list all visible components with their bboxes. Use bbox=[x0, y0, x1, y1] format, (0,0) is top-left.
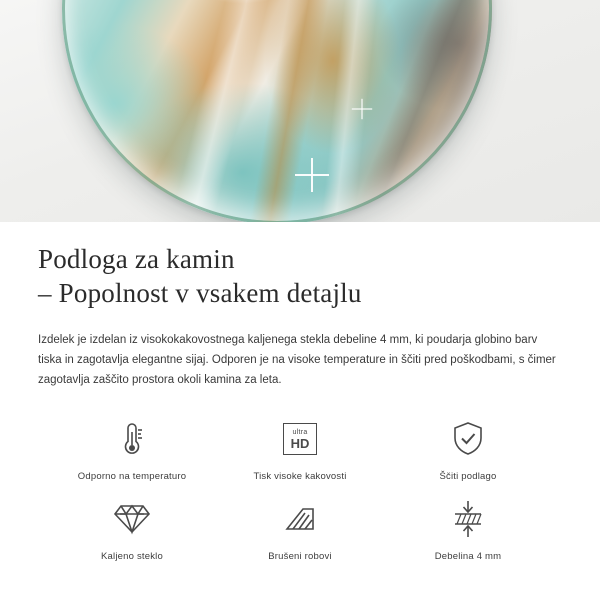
page-title-line-1: Podloga za kamin bbox=[38, 244, 235, 274]
feature-grid bbox=[38, 416, 562, 562]
page-title bbox=[38, 222, 562, 310]
feature-item-temperature bbox=[48, 416, 216, 482]
hero-image bbox=[0, 0, 600, 222]
diamond-icon bbox=[113, 496, 151, 542]
feature-label: Debelina 4 mm bbox=[434, 551, 502, 562]
feature-label: Odporno na temperaturo bbox=[77, 471, 187, 482]
feature-item-thickness bbox=[384, 496, 552, 562]
feature-item-print-quality bbox=[216, 416, 384, 482]
content-area bbox=[0, 222, 600, 562]
description-text: Izdelek je izdelan iz visokokakovostnega kaljenega stekla debeline 4 mm, ki poudarja globino barv tiska in zagotavlja elegantne sijaj. Odporen je na visoke temperature in ščiti pred poškodbami, s čimer zagotavlja zaščito prostora okoli kamina za leta. bbox=[38, 334, 556, 386]
polished-edges-icon bbox=[283, 496, 317, 542]
thickness-arrows-icon bbox=[450, 496, 486, 542]
page-title-line-2: – Popolnost v vsakem detajlu bbox=[38, 278, 362, 308]
feature-item-protects-surface bbox=[384, 416, 552, 482]
feature-label: Ščiti podlago bbox=[439, 471, 497, 482]
feature-label: Kaljeno steklo bbox=[101, 551, 163, 562]
ultra-hd-bottom-text: HD bbox=[290, 435, 310, 451]
feature-label: Tisk visoke kakovosti bbox=[253, 471, 347, 482]
shield-check-icon bbox=[451, 416, 485, 462]
feature-item-polished-edges bbox=[216, 496, 384, 562]
ultra-hd-top-text: ultra bbox=[292, 428, 308, 436]
feature-label: Brušeni robovi bbox=[268, 551, 332, 562]
glass-plate-image bbox=[62, 0, 492, 222]
thermometer-icon bbox=[118, 416, 146, 462]
feature-item-tempered-glass bbox=[48, 496, 216, 562]
ultra-hd-icon bbox=[283, 416, 317, 462]
